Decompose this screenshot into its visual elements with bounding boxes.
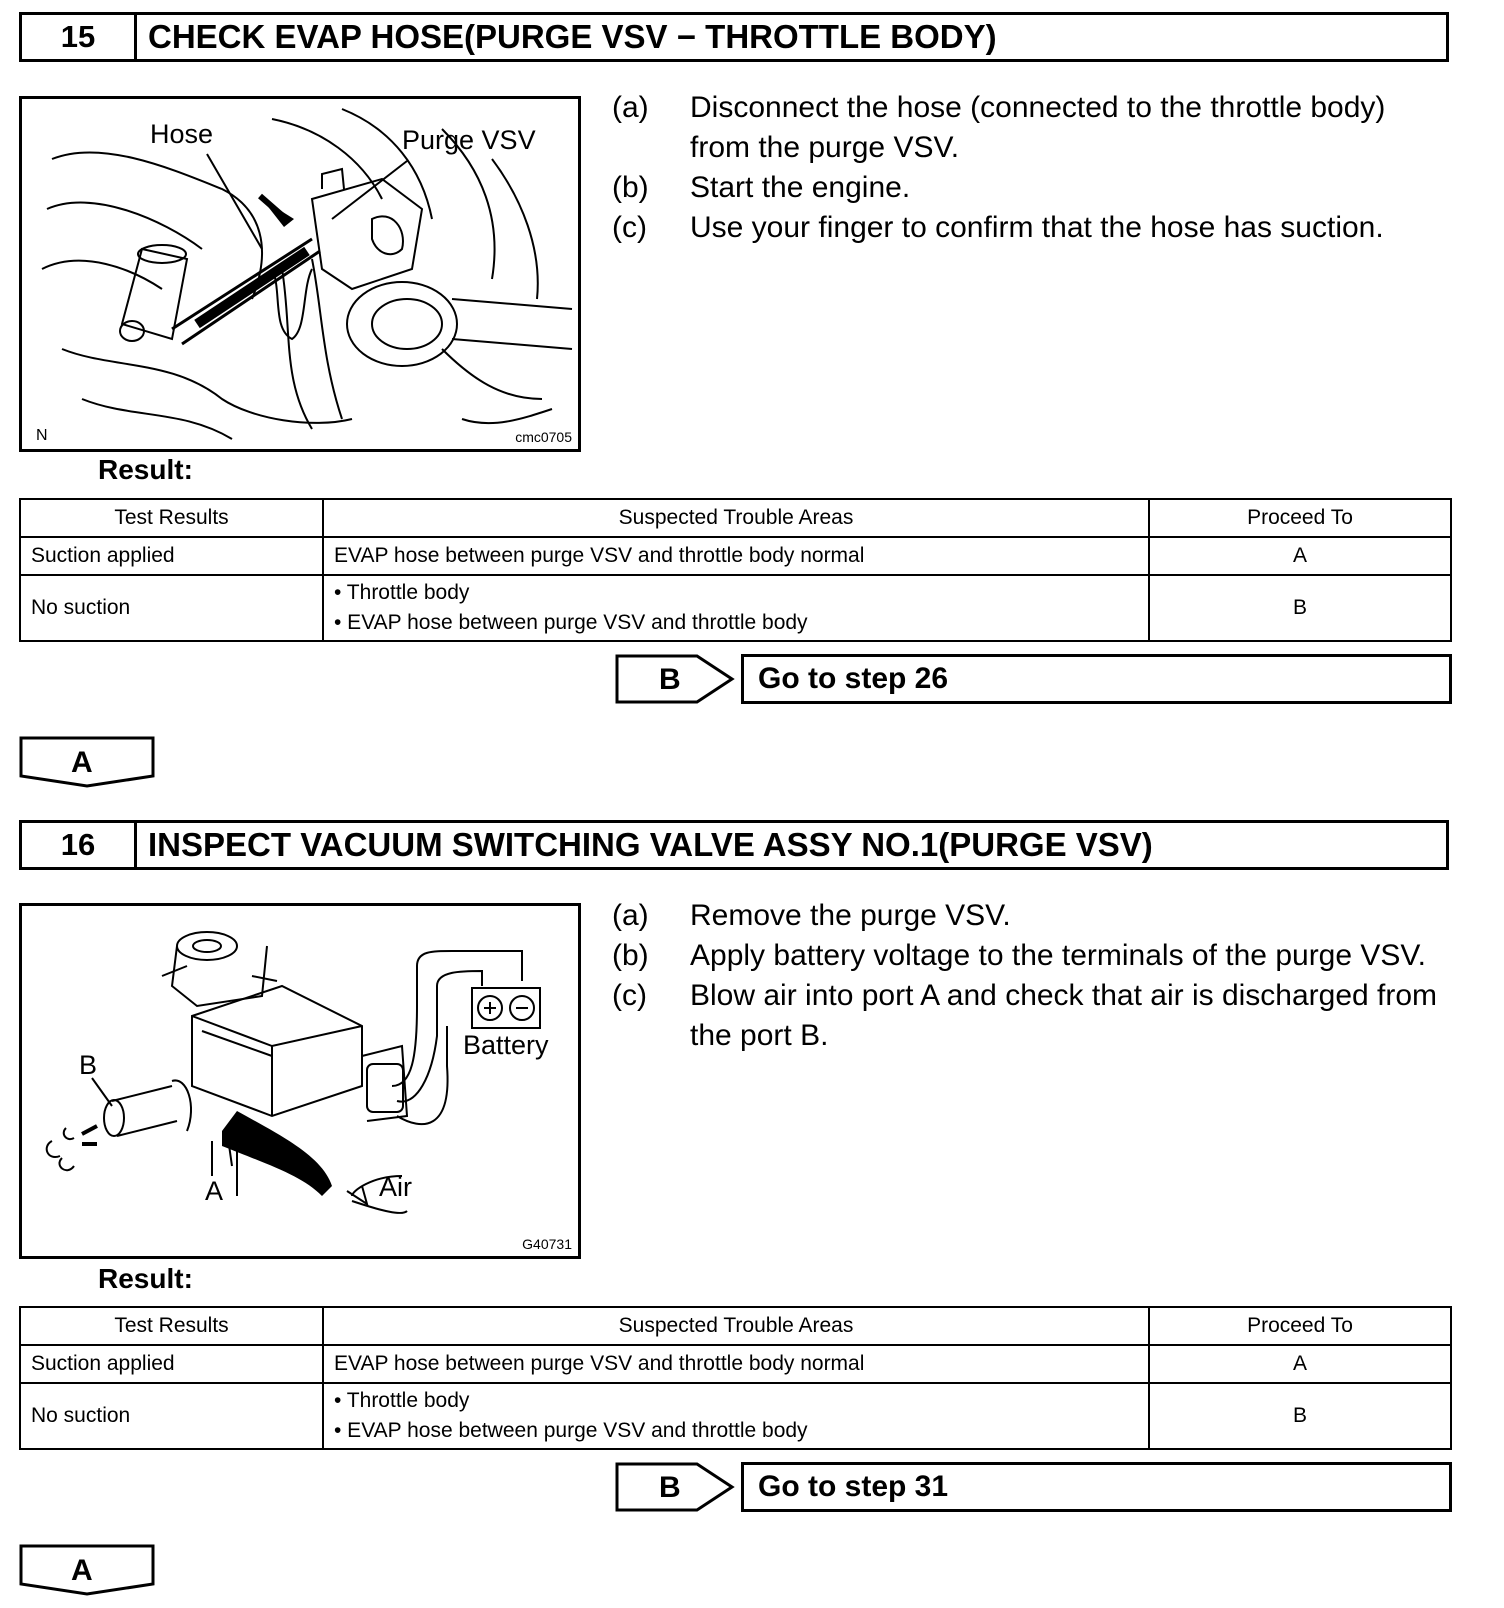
result-a-label[interactable]: A — [71, 746, 93, 779]
result-a-label[interactable]: A — [71, 1554, 93, 1587]
table-row: Suction applied EVAP hose between purge VSV and throttle body normal A — [20, 1345, 1451, 1383]
instruction-item: (a) Remove the purge VSV. — [612, 899, 1011, 932]
column-header: Proceed To — [1149, 1307, 1451, 1345]
instruction-item: (b) Start the engine. — [612, 171, 911, 204]
instruction-item: (a) Disconnect the hose (connected to the throttle body) from the purge VSV. — [612, 91, 1386, 164]
result-b-label: B — [659, 663, 681, 696]
hose-label: Hose — [150, 119, 214, 149]
instruction-item: (c) Use your finger to confirm that the hose has suction. — [612, 211, 1384, 244]
battery-label: Battery — [463, 1030, 549, 1060]
step-16-instructions — [612, 896, 1452, 1056]
goto-step-26[interactable]: Go to step 26 — [741, 654, 1452, 704]
column-header: Suspected Trouble Areas — [323, 499, 1149, 537]
result-label: Result: — [98, 1263, 193, 1294]
figure-purge-vsv — [19, 903, 581, 1259]
purge-vsv-label: Purge VSV — [402, 125, 536, 155]
step-number: 15 — [22, 15, 137, 59]
vsv-illustration — [22, 906, 581, 1259]
table-header-row — [20, 1307, 1451, 1345]
step-number: 16 — [22, 823, 137, 867]
column-header: Proceed To — [1149, 499, 1451, 537]
result-table — [19, 1306, 1452, 1450]
instruction-item: (c) Blow air into port A and check that air is discharged from the port B. — [612, 979, 1438, 1052]
column-header: Test Results — [20, 499, 323, 537]
air-label: Air — [379, 1172, 412, 1202]
table-row: No suction • Throttle body • EVAP hose between purge VSV and throttle body B — [20, 575, 1451, 641]
step-15-instructions — [612, 88, 1452, 248]
instruction-item: (b) Apply battery voltage to the terminals of the purge VSV. — [612, 939, 1426, 972]
step-16-header — [19, 820, 1449, 870]
table-row: Suction applied EVAP hose between purge VSV and throttle body normal A — [20, 537, 1451, 575]
table-row: No suction • Throttle body • EVAP hose between purge VSV and throttle body B — [20, 1383, 1451, 1449]
step-15-header — [19, 12, 1449, 62]
port-a-label: A — [205, 1176, 224, 1206]
result-table — [19, 498, 1452, 642]
figure-corner-mark: N — [36, 427, 48, 444]
step-title: INSPECT VACUUM SWITCHING VALVE ASSY NO.1(PURGE VSV) — [148, 826, 1153, 863]
step-title: CHECK EVAP HOSE(PURGE VSV − THROTTLE BODY) — [148, 18, 997, 55]
goto-step-31[interactable]: Go to step 31 — [741, 1462, 1452, 1512]
result-label: Result: — [98, 454, 193, 485]
figure-code: G40731 — [522, 1236, 572, 1252]
table-header-row — [20, 499, 1451, 537]
figure-code: cmc0705 — [515, 429, 572, 445]
result-b-label: B — [659, 1471, 681, 1504]
port-b-label: B — [79, 1050, 98, 1080]
figure-evap-hose — [19, 96, 581, 452]
column-header: Suspected Trouble Areas — [323, 1307, 1149, 1345]
column-header: Test Results — [20, 1307, 323, 1345]
